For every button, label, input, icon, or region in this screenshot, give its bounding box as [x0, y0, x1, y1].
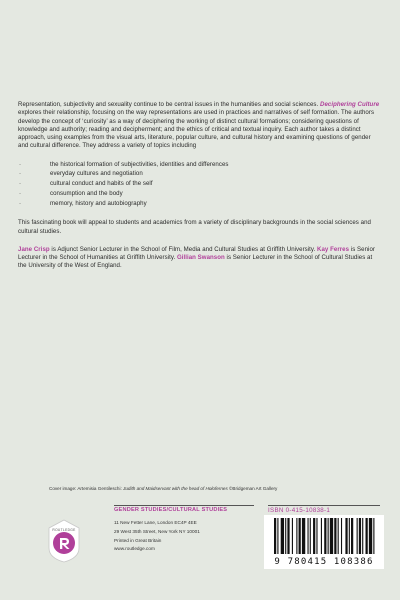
barcode-bar: [366, 518, 368, 554]
barcode-bar: [330, 518, 333, 554]
author-name: Gillian Swanson: [176, 254, 225, 262]
author-bios: [18, 246, 382, 271]
author-bio: is Senior Lecturer in the School of Humanities at Griffith University.: [18, 245, 375, 262]
barcode-bar: [313, 518, 315, 554]
barcode-bar: [359, 518, 361, 554]
barcode-bar: [357, 518, 358, 554]
bullet-icon: ·: [19, 170, 22, 178]
bullet-icon: ·: [19, 180, 22, 188]
blurb-paragraph-1: [18, 101, 382, 151]
credit-prefix: Cover image: Artemisia Gentileschi:: [49, 486, 124, 491]
barcode-bar: [281, 518, 284, 554]
barcode-bar: [316, 518, 317, 554]
barcode-bar: [345, 518, 347, 554]
barcode-bar: [334, 518, 336, 554]
topic-text: the historical formation of subjectivities, identities and differences: [50, 160, 229, 168]
blurb: [18, 101, 382, 271]
barcode-bar: [285, 518, 286, 554]
author-name: Jane Crisp: [18, 245, 50, 253]
bullet-icon: ·: [19, 160, 22, 168]
barcode-bar: [369, 518, 372, 554]
author-name: Kay Ferres: [317, 245, 350, 253]
barcode-bar: [287, 518, 289, 554]
barcode-number: 9 780415 108386: [274, 557, 374, 567]
address-line: Printed in Great Britain: [114, 537, 162, 543]
publisher-name: ROUTLEDGE: [52, 528, 76, 532]
barcode-bars: [270, 518, 378, 556]
subject-category: GENDER STUDIES/CULTURAL STUDIES: [114, 507, 228, 513]
topics-list: [18, 161, 382, 209]
barcode-bar: [299, 518, 301, 554]
list-item: [18, 200, 382, 210]
list-item: [18, 190, 382, 200]
barcode-bar: [338, 518, 339, 554]
barcode-bar: [328, 518, 329, 554]
list-item: [18, 180, 382, 190]
publisher-address: [114, 519, 200, 554]
barcode-bar: [351, 518, 353, 554]
barcode-bar: [373, 518, 374, 554]
divider: [268, 505, 380, 506]
bullet-icon: ·: [19, 199, 22, 207]
topic-text: everyday cultures and negotiation: [50, 170, 143, 178]
address-line: 29 West 35th Street, New York NY 10001: [114, 528, 200, 534]
barcode-bar: [307, 518, 308, 554]
barcode-bar: [341, 518, 342, 554]
bullet-icon: ·: [19, 189, 22, 197]
isbn-label: ISBN 0-415-10838-1: [268, 507, 331, 514]
topic-text: consumption and the body: [50, 189, 123, 197]
barcode-bar: [296, 518, 297, 554]
credit-suffix: ©Bridgeman Art Gallery: [227, 486, 278, 491]
barcode-bar: [274, 518, 276, 554]
barcode-bar: [302, 518, 305, 554]
topic-text: memory, history and autobiography: [50, 199, 147, 207]
blurb-intro-text: Representation, subjectivity and sexuality continue to be central issues in the humanities and social sciences.: [18, 101, 319, 108]
blurb-paragraph-2: This fascinating book will appeal to students and academics from a variety of disciplinary backgrounds in the social sciences and cultural studies.: [18, 219, 371, 235]
book-title-highlight: Deciphering Culture: [320, 101, 380, 108]
blurb-body-text: explores their relationship, focusing on the way representations are used in practices and narratives of self formation. The authors develop the concept of ‘curiosity’ as a way of deciphering the working of distinct cultural formations; considering questions of knowledge and authority; reading and decipherment; and the ethics of critical and textual inquiry. Each author takes a distinct approach, using examples from the visual arts, literature, popular culture, and cultural history and examining questions of gender and cultural difference. They address a variety of topics including: [18, 109, 375, 150]
author-bio: is Adjunct Senior Lecturer in the School of Film, Media and Cultural Studies at Griffith University.: [49, 245, 318, 253]
routledge-logo-icon: [46, 518, 82, 564]
barcode-bar: [292, 518, 293, 554]
author-bio: is Senior Lecturer in the School of Cultural Studies at the University of the West of England.: [18, 254, 373, 270]
list-item: [18, 170, 382, 180]
list-item: [18, 161, 382, 171]
divider: [114, 505, 254, 506]
barcode: [264, 515, 384, 569]
barcode-bar: [349, 518, 350, 554]
website-line: www.routledge.com: [114, 546, 155, 552]
barcode-bar: [321, 518, 322, 554]
barcode-bar: [362, 518, 363, 554]
barcode-bar: [277, 518, 278, 554]
address-line: 11 New Fetter Lane, London EC4P 4EE: [114, 520, 197, 525]
topic-text: cultural conduct and habits of the self: [50, 180, 153, 188]
barcode-bar: [324, 518, 326, 554]
barcode-bar: [310, 518, 311, 554]
credit-work-title: Judith and Maidservant with the head of Holofernes: [123, 486, 228, 491]
cover-image-credit: [49, 486, 389, 491]
